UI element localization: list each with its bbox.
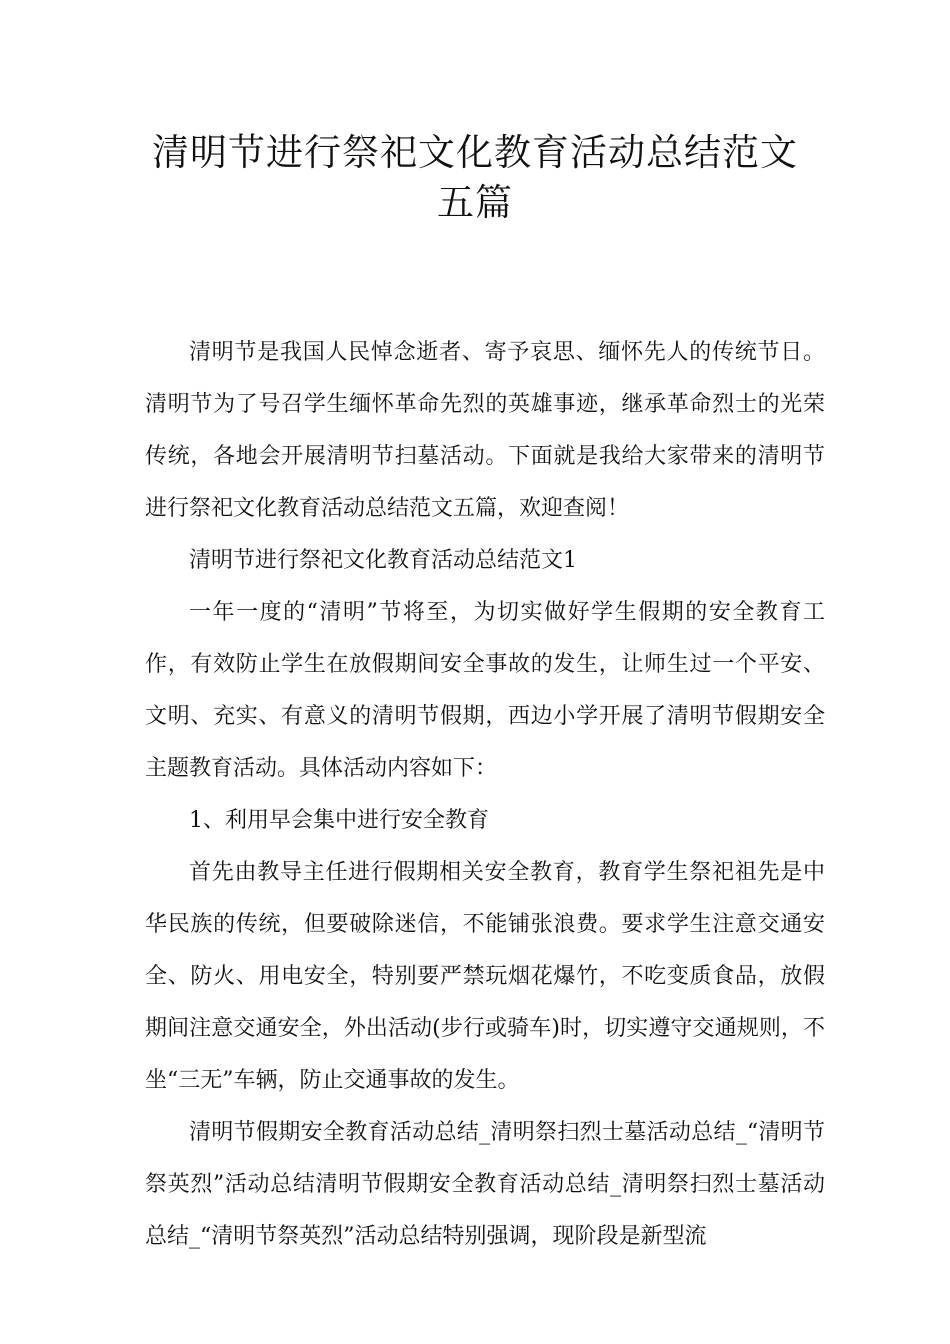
body-paragraph: 一年一度的“清明”节将至，为切实做好学生假期的安全教育工作，有效防止学生在放假期间安全事故的发生，让师生过一个平安、文明、充实、有意义的清明节假期，西边小学开展了清明节假期安全主题教育活动。具体活动内容如下： bbox=[145, 600, 825, 781]
section-heading: 清明节进行祭祀文化教育活动总结范文1 bbox=[189, 548, 577, 573]
document-title bbox=[120, 128, 830, 228]
title-line-2: 五篇 bbox=[437, 181, 513, 224]
title-line-1: 清明节进行祭祀文化教育活动总结范文 bbox=[152, 131, 798, 174]
sub-heading: 1、利用早会集中进行安全教育 bbox=[189, 808, 489, 833]
body-paragraph: 首先由教导主任进行假期相关安全教育，教育学生祭祀祖先是中华民族的传统，但要破除迷信，不能铺张浪费。要求学生注意交通安全、防火、用电安全，特别要严禁玩烟花爆竹，不吃变质食品，放假期间注意交通安全，外出活动(步行或骑车)时，切实遵守交通规则，不坐“三无”车辆，防止交通事故的发生。 bbox=[145, 860, 825, 1093]
document-body bbox=[145, 327, 825, 1263]
intro-paragraph: 清明节是我国人民悼念逝者、寄予哀思、缅怀先人的传统节日。清明节为了号召学生缅怀革命先烈的英雄事迹，继承革命烈士的光荣传统，各地会开展清明节扫墓活动。下面就是我给大家带来的清明节进行祭祀文化教育活动总结范文五篇，欢迎查阅！ bbox=[145, 340, 825, 521]
body-paragraph: 清明节假期安全教育活动总结_清明祭扫烈士墓活动总结_“清明节祭英烈”活动总结清明节假期安全教育活动总结_清明祭扫烈士墓活动总结_“清明节祭英烈”活动总结特别强调，现阶段是新型流 bbox=[145, 1120, 825, 1249]
